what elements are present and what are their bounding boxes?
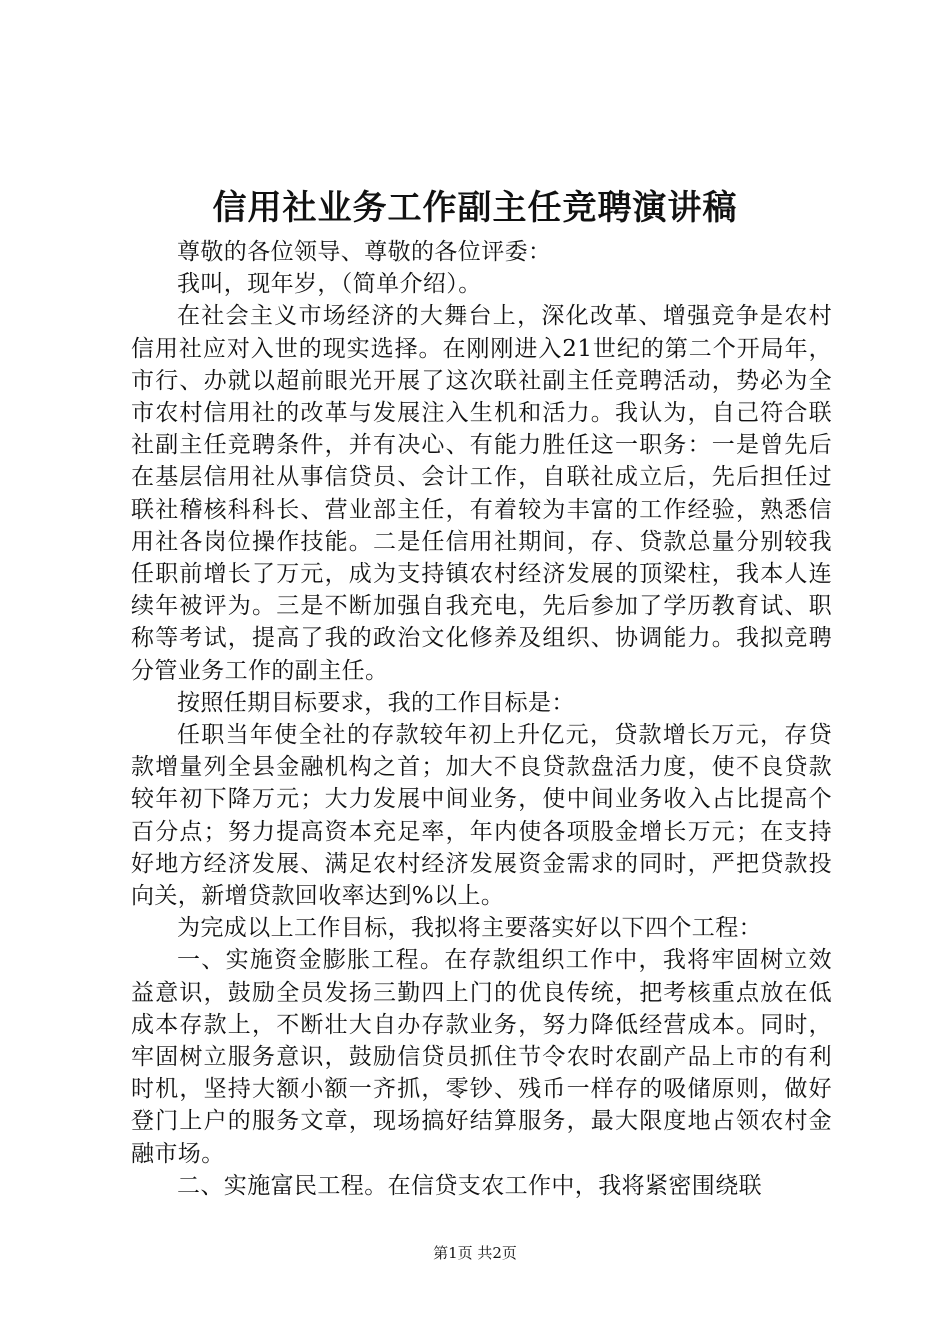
document-body <box>131 236 832 1202</box>
paragraph-project-two: 二、实施富民工程。在信贷支农工作中，我将紧密围绕联 <box>177 1172 762 1199</box>
paragraph-goals: 任职当年使全社的存款较年初上升亿元，贷款增长万元，存贷款增量列全县金融机构之首；加大不良贷款盘活力度，使不良贷款较年初下降万元；大力发展中间业务，使中间业务收入占比提高个百分点；努力提高资本充足率，年内使各项股金增长万元；在支持好地方经济发展、满足农村经济发展资金需求的同时，严把贷款投向关，新增贷款回收率达到%以上。 <box>131 722 832 910</box>
paragraph-introduction: 我叫，现年岁，（简单介绍）。 <box>177 271 482 298</box>
page-footer: 第1页 共2页 <box>433 1244 517 1262</box>
paragraph-goals-heading: 按照任期目标要求，我的工作目标是： <box>177 689 575 716</box>
paragraph-project-one: 一、实施资金膨胀工程。在存款组织工作中，我将牢固树立效益意识，鼓励全员发扬三勤四上门的优良传统，把考核重点放在低成本存款上，不断壮大自办存款业务，努力降低经营成本。同时，牢固树立服务意识，鼓励信贷员抓住节令农时农副产品上市的有利时机，坚持大额小额一齐抓，零钞、残币一样存的吸储原则，做好登门上户的服务文章，现场搞好结算服务，最大限度地占领农村金融市场。 <box>131 947 832 1167</box>
paragraph-salutation: 尊敬的各位领导、尊敬的各位评委： <box>177 239 552 265</box>
paragraph-projects-heading: 为完成以上工作目标，我拟将主要落实好以下四个工程： <box>177 915 762 942</box>
document-title: 信用社业务工作副主任竞聘演讲稿 <box>212 188 738 228</box>
paragraph-qualifications: 在社会主义市场经济的大舞台上，深化改革、增强竞争是农村信用社应对入世的现实选择。在刚刚进入21世纪的第二个开局年，市行、办就以超前眼光开展了这次联社副主任竞聘活动，势必为全市农村信用社的改革与发展注入生机和活力。我认为，自己符合联社副主任竞聘条件，并有决心、有能力胜任这一职务：一是曾先后在基层信用社从事信贷员、会计工作，自联社成立后，先后担任过联社稽核科科长、营业部主任，有着较为丰富的工作经验，熟悉信用社各岗位操作技能。二是任信用社期间，存、贷款总量分别较我任职前增长了万元，成为支持镇农村经济发展的顶梁柱，我本人连续年被评为。三是不断加强自我充电，先后参加了学历教育试、职称等考试，提高了我的政治文化修养及组织、协调能力。我拟竞聘分管业务工作的副主任。 <box>131 303 832 684</box>
